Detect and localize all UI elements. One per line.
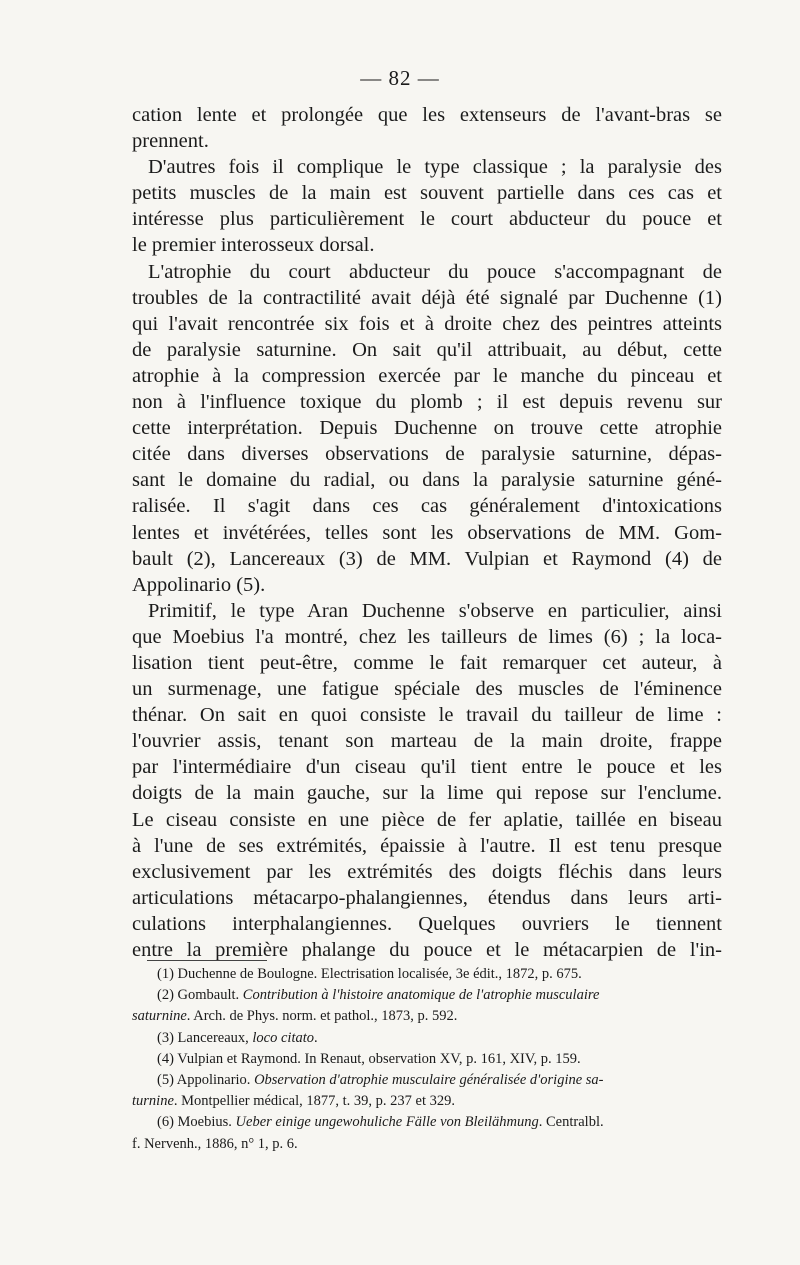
text-line: intéresse plus particulièrement le court abducteur du pouce et [132,208,722,231]
text-line: ralisée. Il s'agit dans ces cas généralement d'intoxications [132,495,722,518]
footnote-3: (3) Lancereaux, loco citato. [157,1029,318,1046]
text-line: lentes et invétérées, telles sont les observations de MM. Gom- [132,521,722,544]
text-line: de paralysie saturnine. On sait qu'il attribuait, au début, cette [132,338,722,361]
text-line: qui l'avait rencontrée six fois et à droite chez des peintres atteints [132,312,722,335]
text-line: atrophie à la compression exercée par le manche du pinceau et [132,364,722,387]
text-line: entre la première phalange du pouce et le métacarpien de l'in- [132,939,722,961]
text-line: L'atrophie du court abducteur du pouce s'accompagnant de [148,260,722,283]
text-line: le premier interosseux dorsal. [132,234,375,257]
text-line: non à l'influence toxique du plomb ; il est depuis revenu sur [132,391,722,414]
footnote-5: (5) Appolinario. Observation d'atrophie musculaire généralisée d'origine sa- [157,1071,604,1088]
text-line: citée dans diverses observations de paralysie saturnine, dépas- [132,443,722,466]
footnote-divider [147,960,267,961]
footnote-2-continued: saturnine. Arch. de Phys. norm. et pathol., 1873, p. 592. [132,1008,458,1025]
text-line: troubles de la contractilité avait déjà été signalé par Duchenne (1) [132,286,722,309]
footnote-1: (1) Duchenne de Boulogne. Electrisation localisée, 3e édit., 1872, p. 675. [157,966,582,982]
text-line: Appolinario (5). [132,573,266,596]
text-line: lisation tient peut-être, comme le fait remarquer cet auteur, à [132,651,722,674]
text-line: un surmenage, une fatigue spéciale des muscles de l'éminence [132,678,722,701]
text-line: doigts de la main gauche, sur la lime qui repose sur l'enclume. [132,782,722,805]
text-line: petits muscles de la main est souvent partielle dans ces cas et [132,182,722,205]
text-line: Primitif, le type Aran Duchenne s'observe en particulier, ainsi [148,599,722,622]
text-line: que Moebius l'a montré, chez les tailleurs de limes (6) ; la loca- [132,625,722,648]
text-line: Le ciseau consiste en une pièce de fer aplatie, taillée en biseau [132,808,722,831]
page-number: — 82 — [360,66,440,90]
footnote-6: (6) Moebius. Ueber einige ungewohuliche Fälle von Bleilähmung. Centralbl. [157,1114,604,1131]
text-line: thénar. On sait en quoi consiste le travail du tailleur de lime : [132,704,722,727]
body-text [132,102,722,963]
text-line: cette interprétation. Depuis Duchenne on trouve cette atrophie [132,417,722,440]
footnote-4: (4) Vulpian et Raymond. In Renaut, observation XV, p. 161, XIV, p. 159. [157,1050,581,1067]
footnotes [132,964,722,1155]
text-line: articulations métacarpo-phalangiennes, étendus dans leurs arti- [132,886,722,909]
text-line: prennent. [132,130,209,153]
text-line: culations interphalangiennes. Quelques ouvriers le tiennent [132,912,722,935]
text-line: à l'une de ses extrémités, épaissie à l'autre. Il est tenu presque [132,834,722,857]
text-line: exclusivement par les extrémités des doigts fléchis dans leurs [132,860,722,883]
footnote-6-continued: f. Nervenh., 1886, n° 1, p. 6. [132,1135,298,1152]
footnote-2: (2) Gombault. Contribution à l'histoire anatomique de l'atrophie musculaire [157,987,600,1004]
text-line: par l'intermédiaire d'un ciseau qu'il tient entre le pouce et les [132,756,722,779]
text-line: cation lente et prolongée que les extenseurs de l'avant-bras se [132,104,722,126]
text-line: l'ouvrier assis, tenant son marteau de la main droite, frappe [132,730,722,753]
text-line: sant le domaine du radial, ou dans la paralysie saturnine géné- [132,469,722,492]
footnote-5-continued: turnine. Montpellier médical, 1877, t. 39, p. 237 et 329. [132,1093,455,1110]
text-line: D'autres fois il complique le type classique ; la paralysie des [148,156,722,179]
text-line: bault (2), Lancereaux (3) de MM. Vulpian et Raymond (4) de [132,547,722,570]
